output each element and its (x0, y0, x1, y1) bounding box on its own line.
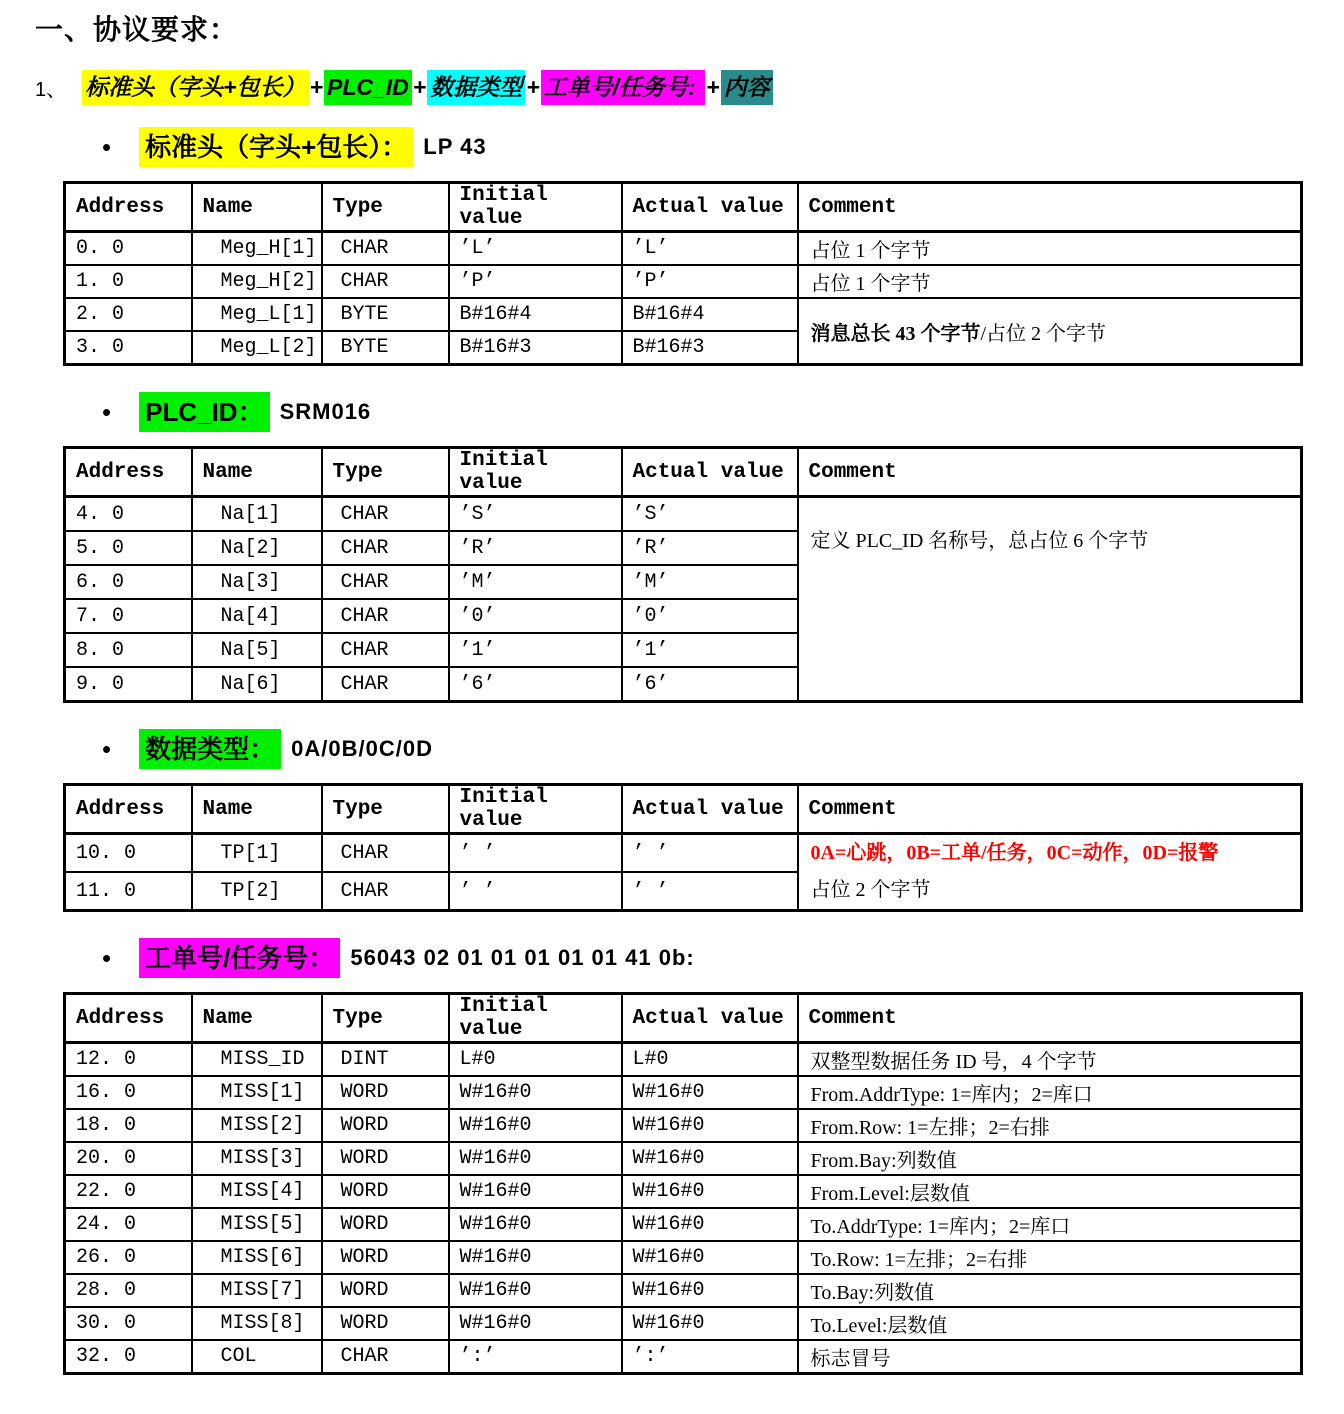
table-cell: MISS[8] (192, 1307, 322, 1340)
column-header: Address (65, 183, 192, 232)
table-row (65, 1043, 1302, 1077)
protocol-formula-line (35, 70, 1344, 105)
table-row (65, 834, 1302, 873)
table-cell: TP[1] (192, 834, 322, 873)
comment-text: 消息总长 43 个字节 (810, 322, 981, 345)
table-row (65, 1340, 1302, 1374)
table-cell: W#16#0 (449, 1109, 622, 1142)
bullet-item-standard-header (102, 127, 1344, 167)
table-cell: ’P’ (449, 265, 622, 298)
comment-cell: To.Bay:列数值 (798, 1274, 1302, 1307)
table-cell: 1. 0 (65, 265, 192, 298)
mission-table (63, 992, 1303, 1375)
column-header: Name (192, 448, 322, 497)
table-cell: MISS_ID (192, 1043, 322, 1077)
table-cell: B#16#3 (622, 331, 798, 365)
standard-header-table (63, 181, 1303, 366)
plus-sign: + (412, 74, 427, 100)
table-cell: L#0 (449, 1043, 622, 1077)
table-cell: CHAR (322, 531, 449, 565)
table-cell: ’1’ (622, 633, 798, 667)
table-header-row (65, 785, 1302, 834)
formula-segment-plc-id: PLC_ID (324, 70, 412, 105)
comment-cell: To.AddrType: 1=库内；2=库口 (798, 1208, 1302, 1241)
table-row (65, 1241, 1302, 1274)
table-cell: WORD (322, 1175, 449, 1208)
table-cell: B#16#4 (449, 298, 622, 331)
table-cell: W#16#0 (449, 1142, 622, 1175)
comment-cell (798, 298, 1302, 365)
table-row (65, 1274, 1302, 1307)
table-cell: 2. 0 (65, 298, 192, 331)
table-cell: MISS[6] (192, 1241, 322, 1274)
table-cell: ’L’ (449, 232, 622, 266)
bullet-icon: • (102, 397, 112, 427)
table-cell: W#16#0 (622, 1109, 798, 1142)
bullet-term: 数据类型： (139, 729, 281, 769)
table-cell: WORD (322, 1274, 449, 1307)
table-cell: CHAR (322, 834, 449, 873)
column-header: Actual value (622, 994, 798, 1043)
table-cell: 12. 0 (65, 1043, 192, 1077)
table-cell: BYTE (322, 298, 449, 331)
plus-sign: + (706, 74, 720, 100)
data-type-table (63, 783, 1303, 912)
table-cell: MISS[5] (192, 1208, 322, 1241)
bullet-value: SRM016 (279, 399, 372, 424)
table-cell: W#16#0 (449, 1175, 622, 1208)
formula-segment-order-number: 工单号/任务号: (541, 70, 705, 105)
table-cell: CHAR (322, 265, 449, 298)
table-cell: ’P’ (622, 265, 798, 298)
table-cell: CHAR (322, 633, 449, 667)
table-row (65, 1142, 1302, 1175)
table-cell: Meg_H[2] (192, 265, 322, 298)
bullet-value: 56043 02 01 01 01 01 01 41 0b: (350, 945, 695, 970)
table-cell: 7. 0 (65, 599, 192, 633)
table-cell: ’ ’ (449, 834, 622, 873)
comment-text: /占位 2 个字节 (980, 322, 1107, 345)
table-cell: TP[2] (192, 872, 322, 911)
column-header: Type (322, 183, 449, 232)
table-row (65, 298, 1302, 331)
table-cell: Na[3] (192, 565, 322, 599)
table-cell: ’S’ (449, 497, 622, 532)
table-cell: COL (192, 1340, 322, 1374)
bullet-item-order-number (102, 938, 1344, 978)
table-cell: ’L’ (622, 232, 798, 266)
table-cell: ’1’ (449, 633, 622, 667)
table-cell: 5. 0 (65, 531, 192, 565)
table-cell: WORD (322, 1142, 449, 1175)
table-cell: W#16#0 (622, 1307, 798, 1340)
bullet-value: 0A/0B/0C/0D (291, 736, 433, 761)
table-cell: CHAR (322, 565, 449, 599)
table-cell: CHAR (322, 232, 449, 266)
table-cell: 32. 0 (65, 1340, 192, 1374)
table-cell: Na[2] (192, 531, 322, 565)
column-header: Type (322, 785, 449, 834)
table-cell: L#0 (622, 1043, 798, 1077)
column-header: Address (65, 448, 192, 497)
table-cell: 28. 0 (65, 1274, 192, 1307)
table-cell: W#16#0 (622, 1076, 798, 1109)
comment-cell: From.Bay:列数值 (798, 1142, 1302, 1175)
column-header: Name (192, 183, 322, 232)
comment-cell: From.AddrType: 1=库内；2=库口 (798, 1076, 1302, 1109)
table-cell: 0. 0 (65, 232, 192, 266)
column-header: Comment (798, 448, 1302, 497)
table-cell: MISS[4] (192, 1175, 322, 1208)
table-cell: MISS[2] (192, 1109, 322, 1142)
comment-line (811, 872, 1299, 909)
plus-sign: + (309, 74, 323, 100)
table-cell: 11. 0 (65, 872, 192, 911)
table-cell: BYTE (322, 331, 449, 365)
comment-cell: 定义 PLC_ID 名称号，总占位 6 个字节 (798, 497, 1302, 702)
table-cell: 22. 0 (65, 1175, 192, 1208)
table-cell: 16. 0 (65, 1076, 192, 1109)
column-header: Initial value (449, 785, 622, 834)
table-cell: W#16#0 (449, 1208, 622, 1241)
comment-cell: 占位 1 个字节 (798, 232, 1302, 266)
table-cell: 26. 0 (65, 1241, 192, 1274)
table-row (65, 1175, 1302, 1208)
formula-segment-standard-header: 标准头（字头+包长） (82, 70, 308, 105)
table-cell: ’ ’ (622, 872, 798, 911)
table-row (65, 265, 1302, 298)
column-header: Type (322, 994, 449, 1043)
column-header: Actual value (622, 183, 798, 232)
comment-line (811, 317, 1299, 346)
bullet-icon: • (102, 943, 112, 973)
table-cell: CHAR (322, 599, 449, 633)
comment-cell: To.Row: 1=左排；2=右排 (798, 1241, 1302, 1274)
table-cell: ’M’ (622, 565, 798, 599)
table-cell: ’ ’ (449, 872, 622, 911)
table-cell: W#16#0 (622, 1241, 798, 1274)
comment-text: 占位 2 个字节 (810, 879, 931, 901)
table-cell: W#16#0 (449, 1274, 622, 1307)
table-cell: Meg_L[2] (192, 331, 322, 365)
bullet-term: 工单号/任务号： (139, 938, 340, 978)
table-cell: MISS[7] (192, 1274, 322, 1307)
bullet-value: LP 43 (423, 134, 487, 159)
table-cell: WORD (322, 1307, 449, 1340)
table-cell: 24. 0 (65, 1208, 192, 1241)
bullet-term: 标准头（字头+包长）： (139, 127, 413, 167)
comment-cell: 标志冒号 (798, 1340, 1302, 1374)
comment-cell: 双整型数据任务 ID 号，4 个字节 (798, 1043, 1302, 1077)
table-cell: Meg_L[1] (192, 298, 322, 331)
table-cell: Na[1] (192, 497, 322, 532)
comment-cell: From.Row: 1=左排；2=右排 (798, 1109, 1302, 1142)
table-cell: W#16#0 (622, 1142, 798, 1175)
table-cell: WORD (322, 1241, 449, 1274)
table-cell: 9. 0 (65, 667, 192, 702)
comment-cell: 占位 1 个字节 (798, 265, 1302, 298)
column-header: Address (65, 994, 192, 1043)
table-cell: Meg_H[1] (192, 232, 322, 266)
table-cell: W#16#0 (622, 1175, 798, 1208)
column-header: Comment (798, 183, 1302, 232)
table-header-row (65, 183, 1302, 232)
table-cell: ’6’ (622, 667, 798, 702)
table-cell: CHAR (322, 872, 449, 911)
table-cell: MISS[1] (192, 1076, 322, 1109)
table-cell: 3. 0 (65, 331, 192, 365)
table-cell: ’0’ (622, 599, 798, 633)
table-cell: ’:’ (622, 1340, 798, 1374)
bullet-term: PLC_ID： (139, 392, 269, 432)
table-cell: Na[6] (192, 667, 322, 702)
table-cell: W#16#0 (449, 1241, 622, 1274)
column-header: Actual value (622, 448, 798, 497)
table-cell: ’6’ (449, 667, 622, 702)
table-cell: B#16#3 (449, 331, 622, 365)
table-cell: W#16#0 (449, 1307, 622, 1340)
table-cell: MISS[3] (192, 1142, 322, 1175)
table-cell: ’0’ (449, 599, 622, 633)
table-cell: CHAR (322, 667, 449, 702)
table-cell: Na[5] (192, 633, 322, 667)
bullet-icon: • (102, 132, 112, 162)
table-header-row (65, 448, 1302, 497)
column-header: Comment (798, 785, 1302, 834)
table-row (65, 1208, 1302, 1241)
bullet-item-plc-id (102, 392, 1344, 432)
column-header: Address (65, 785, 192, 834)
section-heading: 一、协议要求： (35, 14, 239, 45)
comment-cell: From.Level:层数值 (798, 1175, 1302, 1208)
table-cell: ’:’ (449, 1340, 622, 1374)
table-cell: ’S’ (622, 497, 798, 532)
table-cell: CHAR (322, 1340, 449, 1374)
formula-segment-data-type: 数据类型 (427, 70, 525, 105)
formula-segment-content: 内容 (721, 70, 773, 105)
table-cell: CHAR (322, 497, 449, 532)
table-cell: Na[4] (192, 599, 322, 633)
column-header: Actual value (622, 785, 798, 834)
table-cell: ’R’ (622, 531, 798, 565)
table-cell: 20. 0 (65, 1142, 192, 1175)
table-row (65, 232, 1302, 266)
table-cell: ’M’ (449, 565, 622, 599)
plc-id-table (63, 446, 1303, 703)
table-cell: 18. 0 (65, 1109, 192, 1142)
table-cell: 4. 0 (65, 497, 192, 532)
table-cell: 30. 0 (65, 1307, 192, 1340)
plus-sign: + (526, 74, 540, 100)
table-cell: ’ ’ (622, 834, 798, 873)
table-cell: WORD (322, 1208, 449, 1241)
table-header-row (65, 994, 1302, 1043)
column-header: Name (192, 785, 322, 834)
table-cell: B#16#4 (622, 298, 798, 331)
table-row (65, 1109, 1302, 1142)
table-row (65, 1307, 1302, 1340)
table-cell: WORD (322, 1109, 449, 1142)
table-row (65, 1076, 1302, 1109)
list-number: 1、 (35, 79, 67, 101)
table-cell: 6. 0 (65, 565, 192, 599)
document-page (0, 12, 1344, 1414)
column-header: Type (322, 448, 449, 497)
column-header: Initial value (449, 183, 622, 232)
comment-cell (798, 834, 1302, 911)
table-cell: WORD (322, 1076, 449, 1109)
column-header: Initial value (449, 994, 622, 1043)
comment-cell: To.Level:层数值 (798, 1307, 1302, 1340)
bullet-item-data-type (102, 729, 1344, 769)
table-cell: ’R’ (449, 531, 622, 565)
column-header: Name (192, 994, 322, 1043)
table-cell: W#16#0 (622, 1274, 798, 1307)
alert-text: 0A=心跳，0B=工单/任务，0C=动作，0D=报警 (810, 842, 1219, 864)
bullet-icon: • (102, 734, 112, 764)
comment-line (811, 835, 1299, 872)
table-cell: 10. 0 (65, 834, 192, 873)
table-cell: W#16#0 (449, 1076, 622, 1109)
table-cell: DINT (322, 1043, 449, 1077)
table-cell: 8. 0 (65, 633, 192, 667)
column-header: Initial value (449, 448, 622, 497)
column-header: Comment (798, 994, 1302, 1043)
table-cell: W#16#0 (622, 1208, 798, 1241)
table-row (65, 497, 1302, 532)
